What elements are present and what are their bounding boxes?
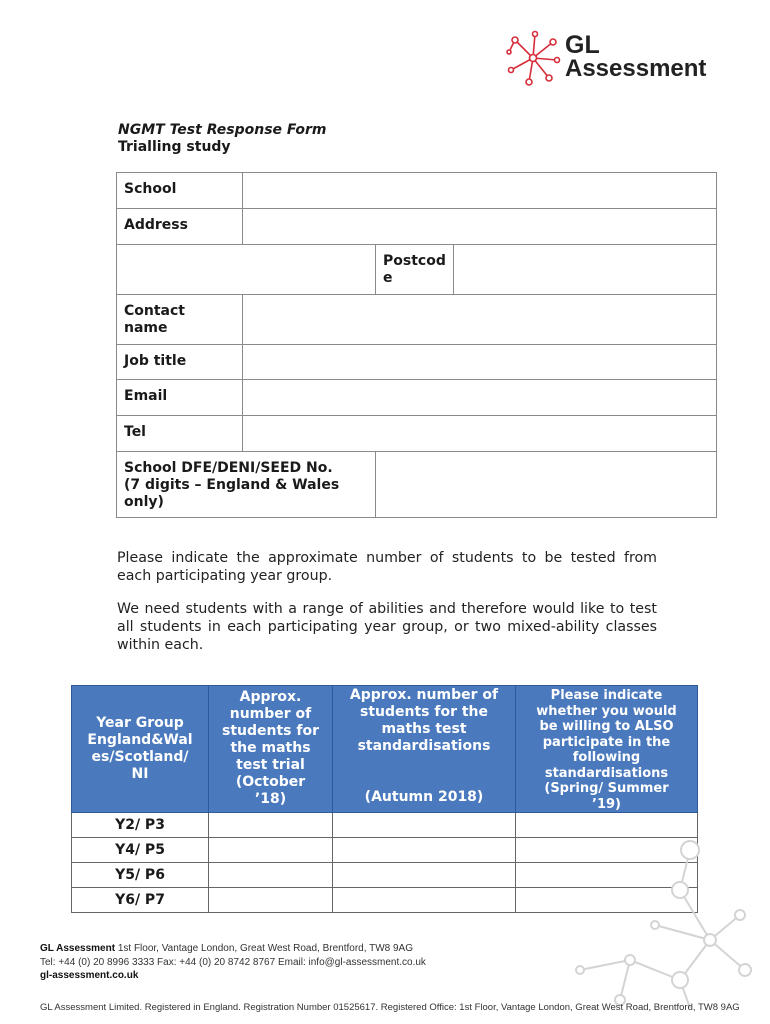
instruction-paragraph-2: We need students with a range of abilities and therefore would like to test all students in each participating year group, or two mixed-ability classes within each. bbox=[117, 601, 657, 653]
also-participate-header: Please indicate whether you would be willing to ALSO participate in the following standardisations (Spring/ Summer ’19) bbox=[516, 686, 698, 813]
school-details-table bbox=[116, 172, 717, 518]
email-label: Email bbox=[117, 380, 243, 416]
address-field-continued[interactable] bbox=[117, 245, 376, 295]
trial-count-cell[interactable] bbox=[209, 863, 333, 888]
tel-field[interactable] bbox=[243, 416, 717, 452]
instruction-paragraph-1: Please indicate the approximate number of students to be tested from each participating year group. bbox=[117, 550, 657, 584]
postcode-field[interactable] bbox=[453, 245, 716, 295]
form-title bbox=[118, 122, 327, 156]
standardisation-count-cell[interactable] bbox=[333, 888, 516, 913]
form-title-main: NGMT Test Response Form bbox=[118, 122, 327, 138]
trial-count-cell[interactable] bbox=[209, 888, 333, 913]
gl-assessment-logo bbox=[505, 30, 735, 90]
tel-label: Tel bbox=[117, 416, 243, 452]
address-label: Address bbox=[117, 209, 243, 245]
dfe-number-label: School DFE/DENI/SEED No. (7 digits – England & Wales only) bbox=[117, 452, 376, 518]
standardisation-count-cell[interactable] bbox=[333, 863, 516, 888]
footer-contact: Tel: +44 (0) 20 8996 3333 Fax: +44 (0) 20 8742 8767 Email: info@gl-assessment.co.uk bbox=[40, 957, 426, 968]
year-label: Y5/ P6 bbox=[72, 863, 209, 888]
year-label: Y6/ P7 bbox=[72, 888, 209, 913]
address-field[interactable] bbox=[243, 209, 717, 245]
contact-name-label: Contact name bbox=[117, 295, 243, 345]
year-label: Y4/ P5 bbox=[72, 838, 209, 863]
standardisation-count-cell[interactable] bbox=[333, 838, 516, 863]
footer-address: GL Assessment 1st Floor, Vantage London, Great West Road, Brentford, TW8 9AG bbox=[40, 943, 413, 954]
standardisation-count-cell[interactable] bbox=[333, 813, 516, 838]
contact-name-field[interactable] bbox=[243, 295, 717, 345]
autumn-2018-label: (Autumn 2018) bbox=[364, 789, 484, 805]
school-label: School bbox=[117, 173, 243, 209]
form-subtitle: Trialling study bbox=[118, 139, 231, 155]
school-field[interactable] bbox=[243, 173, 717, 209]
footer-registration: GL Assessment Limited. Registered in England. Registration Number 01525617. Registered Office: 1st Floor, Vantage London, Great West Road, Brentford, TW8 9AG bbox=[40, 1002, 740, 1013]
job-title-label: Job title bbox=[117, 345, 243, 380]
standardisation-students-header: Approx. number of students for the maths test standardisations (Autumn 2018) bbox=[333, 686, 516, 813]
trial-students-header: Approx. number of students for the maths test trial (October ’18) bbox=[209, 686, 333, 813]
trial-count-cell[interactable] bbox=[209, 813, 333, 838]
year-group-header: Year Group England&Wal es/Scotland/ NI bbox=[72, 686, 209, 813]
logo-wordmark: GL Assessment bbox=[565, 31, 707, 82]
trial-count-cell[interactable] bbox=[209, 838, 333, 863]
molecule-logo-icon bbox=[505, 30, 565, 90]
postcode-label: Postcod e bbox=[376, 245, 454, 295]
dfe-number-field[interactable] bbox=[376, 452, 717, 518]
year-label: Y2/ P3 bbox=[72, 813, 209, 838]
email-field[interactable] bbox=[243, 380, 717, 416]
job-title-field[interactable] bbox=[243, 345, 717, 380]
decorative-molecule-icon bbox=[560, 830, 760, 1010]
footer-website-link[interactable]: gl-assessment.co.uk bbox=[40, 970, 139, 981]
